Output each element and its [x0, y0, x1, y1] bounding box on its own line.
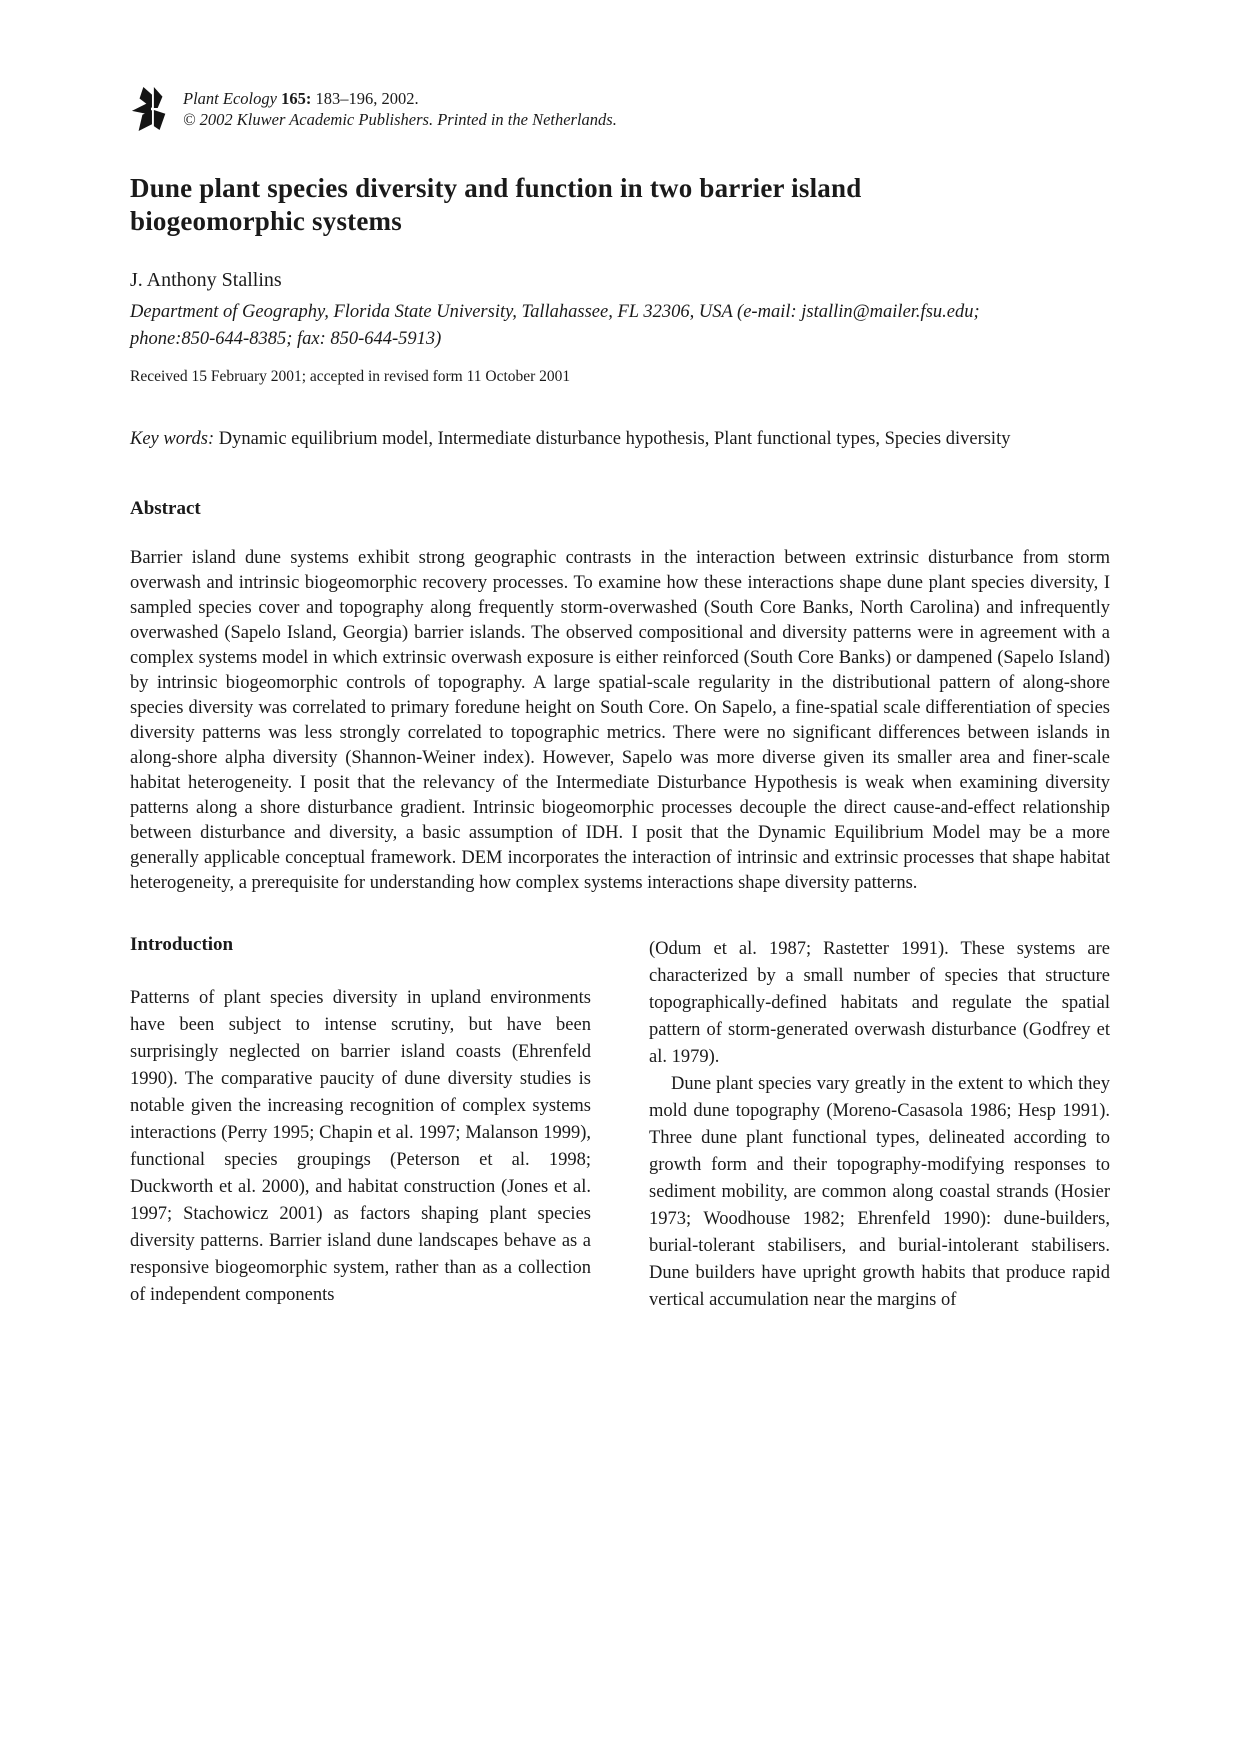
abstract-heading: Abstract — [130, 498, 201, 519]
journal-volume: 165: — [281, 89, 312, 108]
two-column-section — [130, 932, 1110, 1314]
left-column — [130, 932, 591, 1314]
journal-name: Plant Ecology — [183, 89, 277, 108]
author-name: J. Anthony Stallins — [130, 269, 282, 291]
introduction-paragraph-1: Patterns of plant species diversity in upland environments have been subject to intense scrutiny, but have been surprisingly neglected on barrier island coasts (Ehrenfeld 1990). The comparative paucity of dune diversity studies is notable given the increasing recognition of complex systems interactions (Perry 1995; Chapin et al. 1997; Malanson 1999), functional species groupings (Peterson et al. 1998; Duckworth et al. 2000), and habitat construction (Jones et al. 1997; Stachowicz 2001) as factors shaping plant species diversity patterns. Barrier island dune landscapes behave as a responsive biogeomorphic system, rather than as a collection of independent components — [130, 988, 591, 1305]
copyright-line: © 2002 Kluwer Academic Publishers. Printed in the Netherlands. — [183, 110, 617, 129]
keywords — [130, 427, 1110, 451]
publisher-logo-icon — [130, 85, 172, 133]
journal-citation-block — [183, 85, 617, 130]
introduction-heading: Introduction — [130, 934, 234, 955]
right-column — [649, 932, 1110, 1314]
journal-citation — [183, 88, 617, 109]
abstract-text: Barrier island dune systems exhibit strong geographic contrasts in the interaction between extrinsic disturbance from storm overwash and intrinsic biogeomorphic recovery processes. To examine how these interactions shape dune plant species diversity, I sampled species cover and topography along frequently storm-overwashed (South Core Banks, North Carolina) and infrequently overwashed (Sapelo Island, Georgia) barrier islands. The observed compositional and diversity patterns were in agreement with a complex systems model in which extrinsic overwash exposure is either reinforced (South Core Banks) or dampened (Sapelo Island) by intrinsic biogeomorphic controls of topography. A large spatial-scale regularity in the distributional pattern of along-shore species diversity was correlated to primary foredune height on South Core. On Sapelo, a fine-spatial scale differentiation of species diversity patterns was less strongly correlated to topographic metrics. There were no significant differences between islands in along-shore alpha diversity (Shannon-Weiner index). However, Sapelo was more diverse given its smaller area and finer-scale habitat heterogeneity. I posit that the relevancy of the Intermediate Disturbance Hypothesis is weak when examining diversity patterns along a shore disturbance gradient. Intrinsic biogeomorphic processes decouple the direct cause-and-effect relationship between disturbance and diversity, a basic assumption of IDH. I posit that the Dynamic Equilibrium Model may be a more generally applicable conceptual framework. DEM incorporates the interaction of intrinsic and extrinsic processes that shape habitat heterogeneity, a prerequisite for understanding how complex systems interactions shape diversity patterns. — [130, 548, 1110, 893]
received-line: Received 15 February 2001; accepted in revised form 11 October 2001 — [130, 368, 571, 385]
keywords-label: Key words: — [130, 429, 215, 449]
journal-header — [130, 85, 1110, 133]
introduction-paragraph-1-continued: (Odum et al. 1987; Rastetter 1991). These systems are characterized by a small number of species that structure topographically-defined habitats and regulate the spatial pattern of storm-generated overwash disturbance (Godfrey et al. 1979). — [649, 939, 1110, 1067]
introduction-paragraph-2: Dune plant species vary greatly in the extent to which they mold dune topography (Moreno-Casasola 1986; Hesp 1991). Three dune plant functional types, delineated according to growth form and their topography-modifying responses to sediment mobility, are common along coastal strands (Hosier 1973; Woodhouse 1982; Ehrenfeld 1990): dune-builders, burial-tolerant stabilisers, and burial-intolerant stabilisers. Dune builders have upright growth habits that produce rapid vertical accumulation near the margins of — [649, 1074, 1110, 1310]
journal-pages: 183–196, 2002. — [315, 89, 419, 108]
article-title: Dune plant species diversity and function in two barrier island biogeomorphic systems — [130, 173, 862, 236]
author-affiliation: Department of Geography, Florida State University, Tallahassee, FL 32306, USA (e-mail: jstallin@mailer.fsu.edu; phone:850-644-8385; fax: 850-644-5913) — [130, 302, 980, 349]
keywords-list: Dynamic equilibrium model, Intermediate disturbance hypothesis, Plant functional types, Species diversity — [218, 429, 1011, 449]
